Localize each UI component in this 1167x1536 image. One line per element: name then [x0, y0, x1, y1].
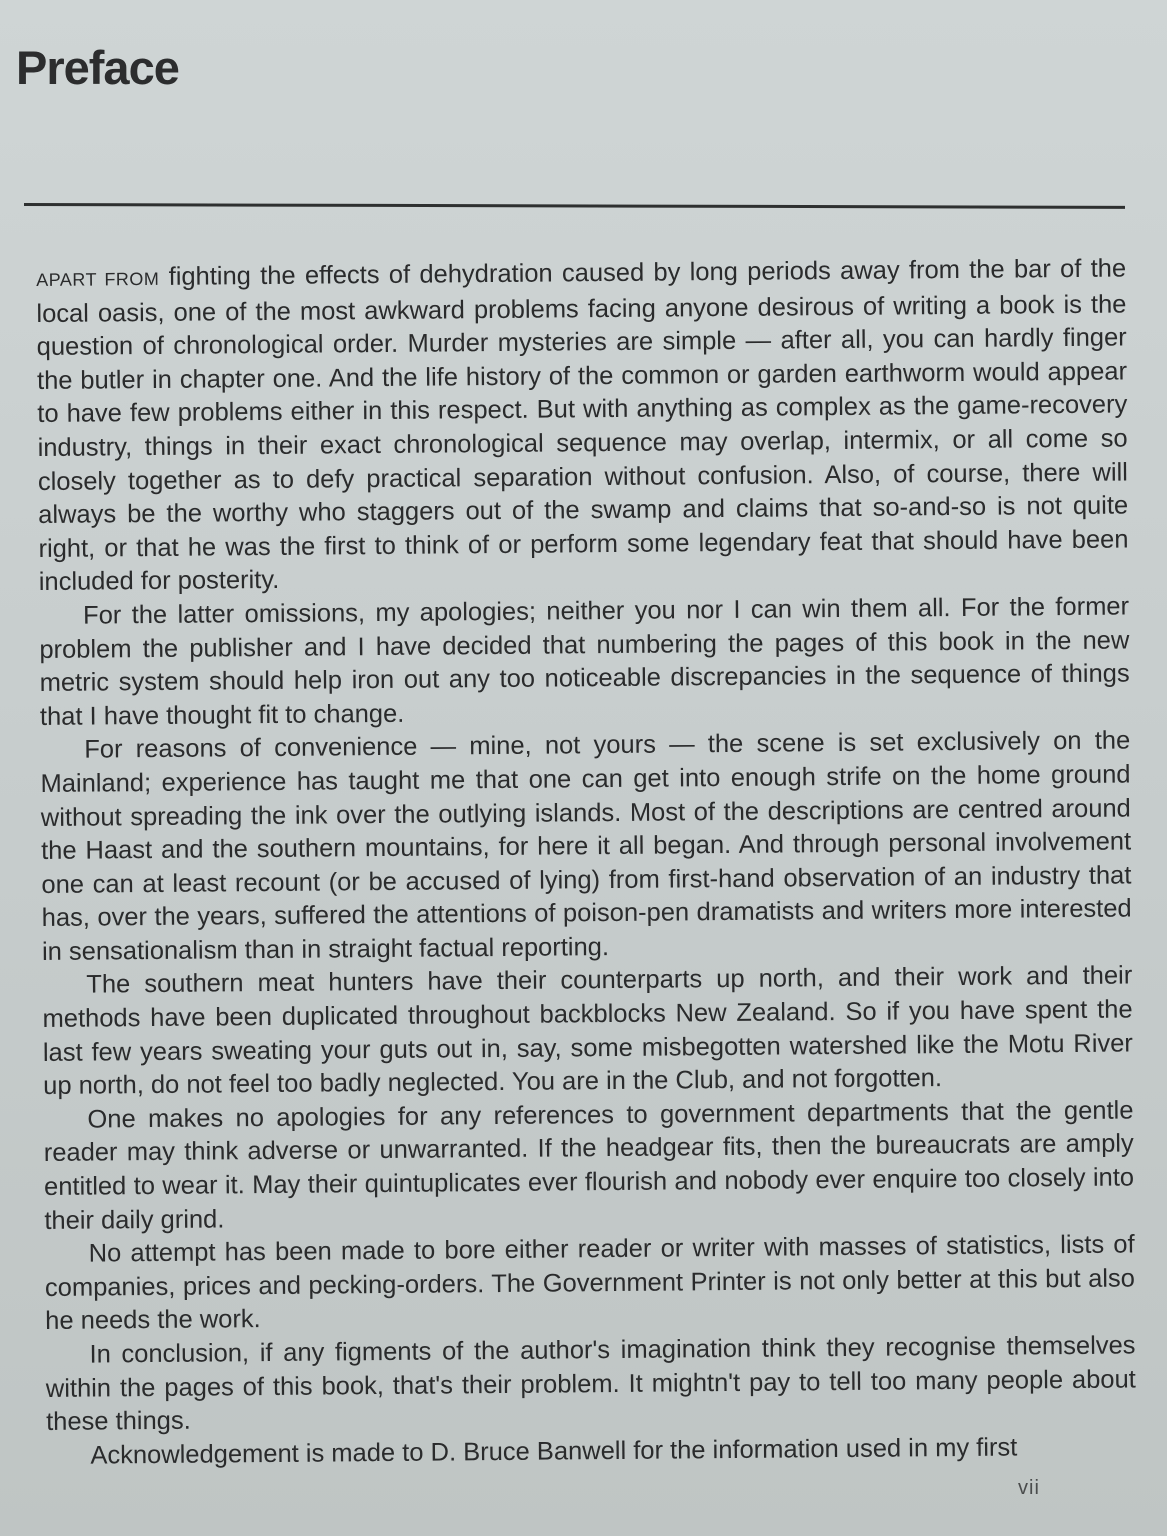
- page-title: Preface: [16, 41, 179, 94]
- paragraph-6: No attempt has been made to bore either reader or writer with masses of statistics, lists of companies, prices and pecking-orders. The Government Printer is not only better at this but also he needs the work.: [44, 1230, 1136, 1336]
- paragraph-8: Acknowledgement is made to D. Bruce Banwell for the information used in my first: [90, 1433, 1018, 1470]
- paragraph-1-text: fighting the effects of dehydration caused by long periods away from the bar of the local oasis, one of the most awkward problems facing anyone desirous of writing a book is the question of chronological order. Murder mysteries are simple — after all, you can hardly finger the butler in chapter one. And the life history of the common or garden earthworm would appear to have few problems either in this respect. But with anything as complex as the game-recovery industry, things in their exact chronological sequence may overlap, intermix, or all come so closely together as to defy practical separation without confusion. Also, of course, there will always be the worthy who staggers out of the swamp and claims that so-and-so is not quite right, or that he was the first to think of or perform some legendary feat that should have been included for posterity.: [36, 254, 1129, 597]
- paragraph-2: For the latter omissions, my apologies; neither you nor I can win them all. For the former problem the publisher and I have decided that numbering the pages of this book in the new metric system should help iron out any too noticeable discrepancies in the sequence of things that I have thought fit to change.: [39, 592, 1130, 731]
- paragraph-3: For reasons of convenience — mine, not yours — the scene is set exclusively on the Mainland; experience has taught me that one can get into enough strife on the home ground without spreading the ink over the outlying islands. Most of the descriptions are centred around the Haast and the southern mountains, for here it all began. And through personal involvement one can at least recount (or be accused of lying) from first-hand observation of an industry that has, over the years, suffered the attentions of poison-pen dramatists and writers more interested in sensationalism than in straight factual reporting.: [40, 726, 1132, 966]
- paragraph-1: [36, 252, 1129, 599]
- page-number: vii: [1018, 1477, 1040, 1499]
- paragraph-7: In conclusion, if any figments of the author's imagination think they recognise themselves within the pages of this book, that's their problem. It mightn't pay to tell too many people about these things.: [45, 1331, 1136, 1437]
- title-rule: [24, 203, 1125, 209]
- preface-body: [36, 252, 1137, 1473]
- lead-in-smallcaps: APART FROM: [36, 268, 160, 290]
- paragraph-5: One makes no apologies for any references to government departments that the gentle reader may think adverse or unwarranted. If the headgear fits, then the bureaucrats are amply entitled to wear it. May their quintuplicates ever flourish and nobody ever enquire too closely into their daily grind.: [43, 1096, 1135, 1235]
- paragraph-4: The southern meat hunters have their counterparts up north, and their work and their methods have been duplicated throughout backblocks New Zealand. So if you have spent the last few years sweating your guts out in, say, some misbegotten watershed like the Motu River up north, do not feel too badly neglected. You are in the Club, and not forgotten.: [42, 961, 1133, 1101]
